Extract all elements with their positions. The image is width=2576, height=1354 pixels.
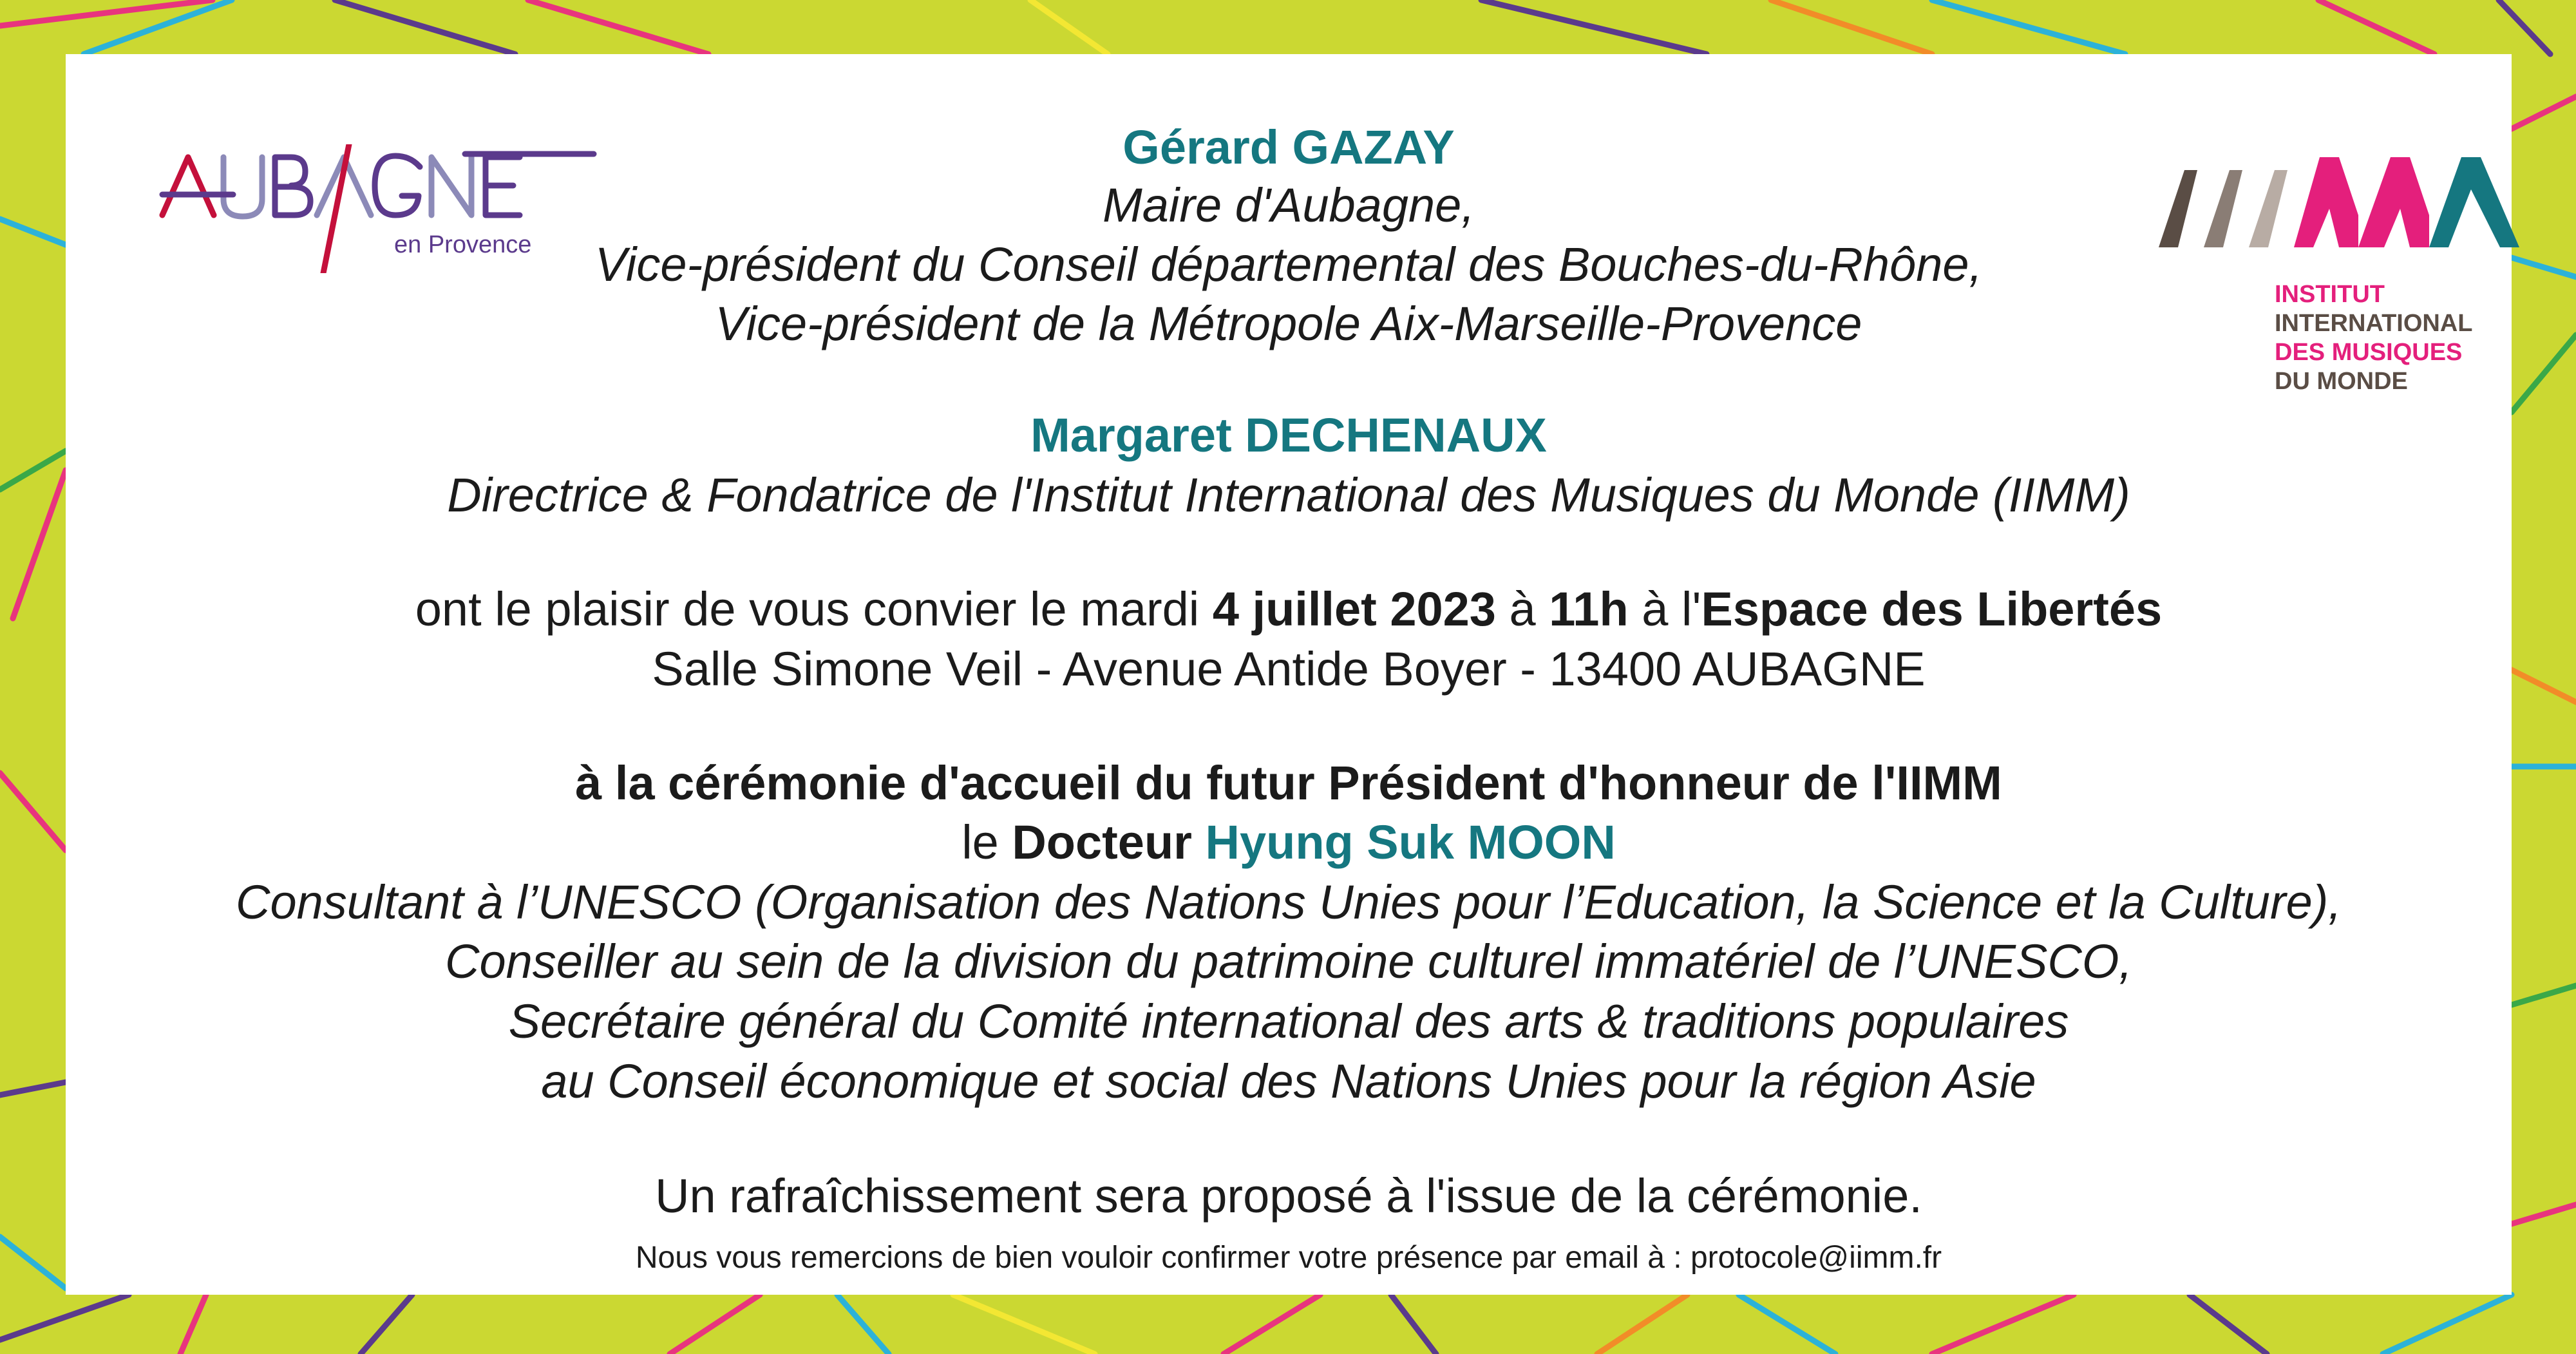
ceremony-heading: à la cérémonie d'accueil du futur Président d'honneur de l'IIMM	[575, 756, 2002, 810]
host2-name: Margaret DECHENAUX	[1030, 408, 1547, 462]
host2-title: Directrice & Fondatrice de l'Institut International des Musiques du Monde (IIMM)	[447, 468, 2130, 522]
host1-title-2: Vice-président du Conseil départemental des Bouches-du-Rhône,	[594, 238, 1983, 291]
honoree-role-3: Secrétaire général du Comité international des arts & traditions populaires	[508, 995, 2069, 1048]
invitation-text-3: à l'	[1628, 582, 1701, 636]
invitation-text-2: à	[1495, 582, 1549, 636]
honoree-line	[66, 815, 2512, 869]
host1-title-3: Vice-président de la Métropole Aix-Marseille-Provence	[715, 297, 1862, 350]
venue-address: Salle Simone Veil - Avenue Antide Boyer - 13400 AUBAGNE	[652, 642, 1926, 696]
invitation-line	[66, 582, 2512, 636]
iimm-line-1: INSTITUT	[2275, 281, 2385, 308]
iimm-line-3: DES MUSIQUES	[2275, 339, 2463, 366]
honoree-name: Hyung Suk MOON	[1205, 815, 1616, 869]
honoree-role-4: au Conseil économique et social des Nations Unies pour la région Asie	[541, 1054, 2036, 1108]
host1-title-1: Maire d'Aubagne,	[1103, 178, 1475, 232]
iimm-line-2: INTERNATIONAL	[2275, 310, 2473, 337]
invitation-time: 11h	[1549, 582, 1629, 636]
invitation-text-1: ont le plaisir de vous convier le mardi	[415, 582, 1213, 636]
invitation-venue: Espace des Libertés	[1701, 582, 2163, 636]
honoree-role-1: Consultant à l’UNESCO (Organisation des Nations Unies pour l’Education, la Science et la Culture),	[236, 875, 2342, 929]
host1-name: Gérard GAZAY	[1122, 120, 1455, 174]
refreshment-note: Un rafraîchissement sera proposé à l'issue de la cérémonie.	[655, 1169, 1922, 1223]
rsvp-note: Nous vous remercions de bien vouloir confirmer votre présence par email à : protocole@iimm.fr	[635, 1241, 1942, 1275]
invitation-card	[66, 54, 2512, 1295]
honoree-role-2: Conseiller au sein de la division du patrimoine culturel immatériel de l’UNESCO,	[445, 935, 2132, 988]
aubagne-logo-subtitle: en Provence	[394, 231, 532, 258]
invitation-date: 4 juillet 2023	[1212, 582, 1496, 636]
honoree-title: Docteur	[1012, 815, 1192, 869]
iimm-line-4: DU MONDE	[2275, 368, 2408, 395]
honoree-prefix: le	[961, 815, 1012, 869]
invitation-text	[66, 54, 2512, 1295]
